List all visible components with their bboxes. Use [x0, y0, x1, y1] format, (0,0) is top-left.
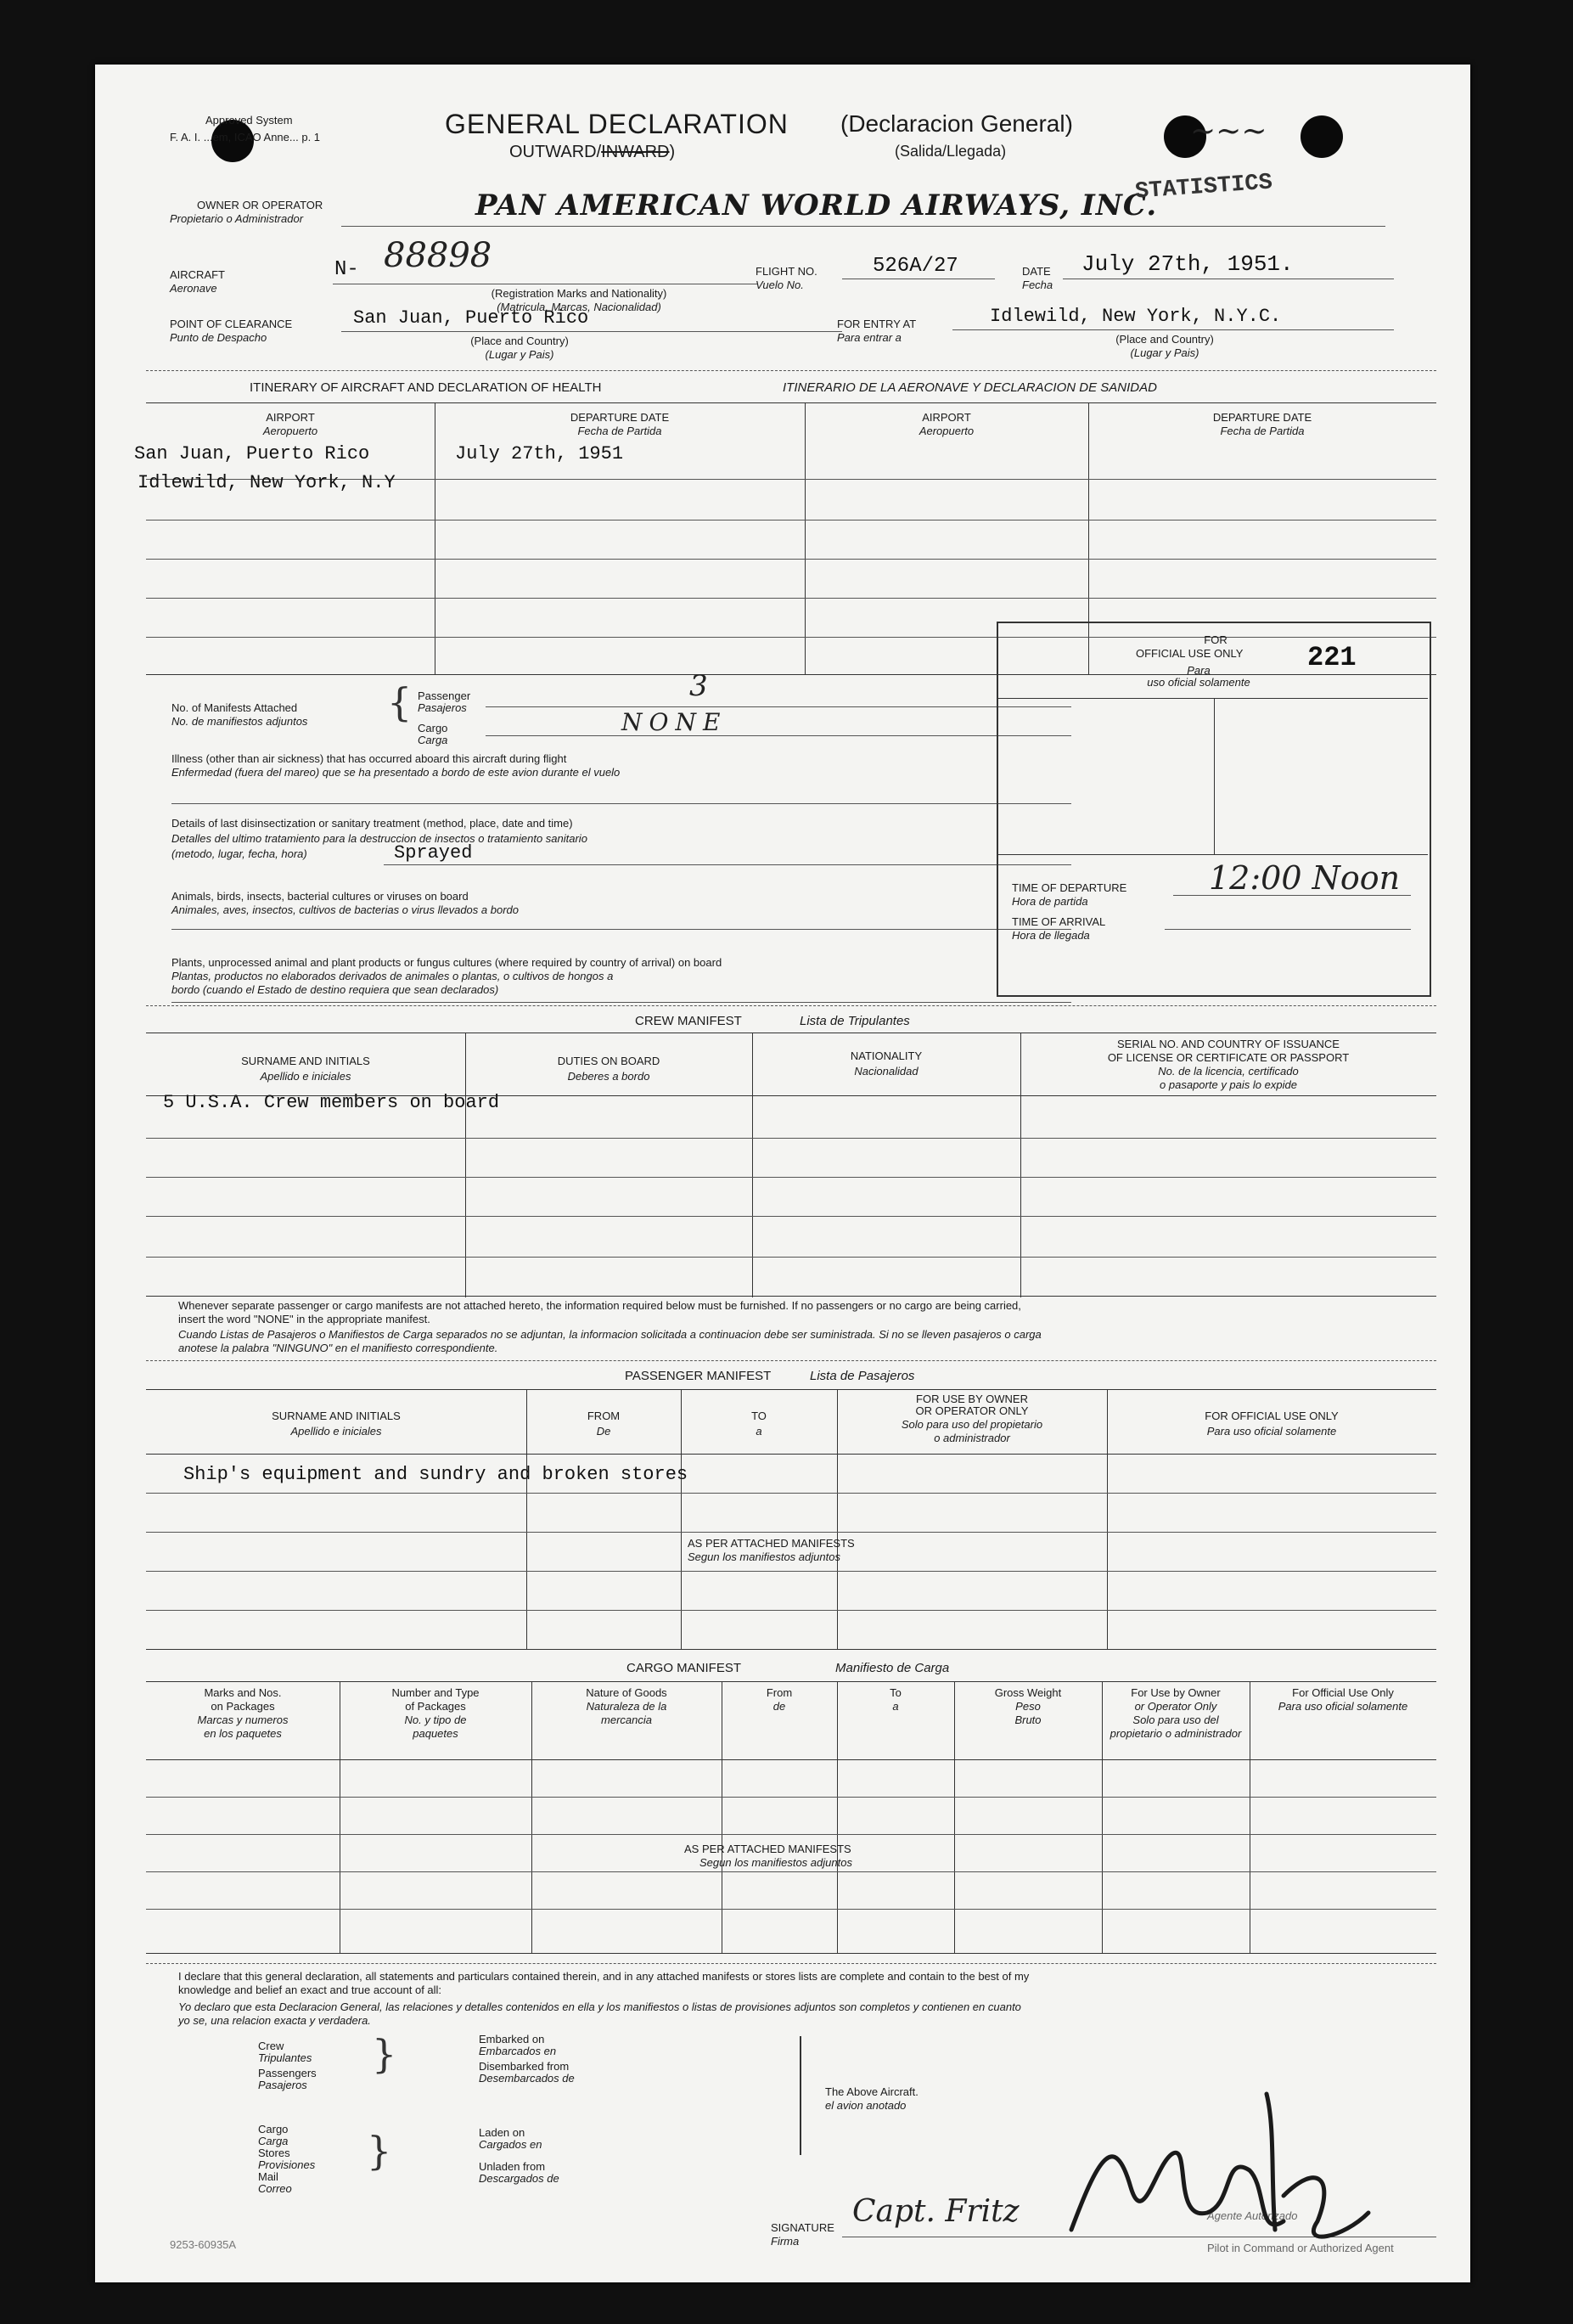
crew-col-duties: DUTIES ON BOARD [557, 1055, 660, 1067]
decl-line4: yo se, una relacion exacta y verdadera. [178, 2014, 371, 2027]
itin-col-departure-2: DEPARTURE DATE [1212, 411, 1312, 424]
decl-cargo-es: Carga [258, 2135, 289, 2147]
pax-attached: AS PER ATTACHED MANIFESTS [688, 1537, 855, 1550]
entry-label: FOR ENTRY AT [837, 318, 917, 330]
disinsect-label-es2: (metodo, lugar, fecha, hora) [171, 847, 307, 860]
crew-title: CREW MANIFEST [635, 1014, 742, 1028]
itin-col-departure-2-es: Fecha de Partida [1220, 425, 1305, 437]
itin-col-departure: DEPARTURE DATE [570, 411, 670, 424]
decl-aircraft-es: el avion anotado [825, 2099, 907, 2112]
time-dep-label-es: Hora de partida [1012, 895, 1088, 908]
official-number: 221 [1307, 642, 1357, 673]
cargo-col-5-l2: Peso [1015, 1700, 1041, 1713]
disinsect-label: Details of last disinsectization or sanitary treatment (method, place, date and time) [171, 817, 573, 830]
pax-col-owner-es2: o administrador [934, 1432, 1010, 1444]
notice-line3: Cuando Listas de Pasajeros o Manifiestos de Carga separados no se adjuntan, la informacion solicitada a continuacion debe ser suministrada. Si no se lleven pasajeros o carga [178, 1328, 1042, 1341]
clearance-sub2: (Lugar y Pais) [485, 348, 554, 361]
decl-embarked: Embarked on [479, 2033, 545, 2045]
signature-label: SIGNATURE [771, 2221, 834, 2234]
clearance-sub1: (Place and Country) [470, 335, 569, 347]
decl-stores: Stores [258, 2147, 290, 2159]
decl-unladen-es: Descargados de [479, 2172, 559, 2185]
manifests-label: No. of Manifests Attached [171, 701, 298, 714]
itinerary-title: ITINERARY OF AIRCRAFT AND DECLARATION OF HEALTH [250, 380, 602, 395]
plants-label-es: Plantas, productos no elaborados derivados de animales o plantas, o cultivos de hongos a [171, 970, 614, 982]
cargo-col-0-l1: Marks and Nos. [204, 1686, 282, 1699]
agent-label-2: Pilot in Command or Authorized Agent [1207, 2242, 1394, 2254]
cargo-col-4-l1: To [890, 1686, 902, 1699]
disinsect-label-es: Detalles del ultimo tratamiento para la destruccion de insectos o tratamiento sanitario [171, 832, 587, 845]
flight-number: 526A/27 [873, 255, 958, 278]
cargo-title: CARGO MANIFEST [626, 1661, 742, 1675]
aircraft-sub1: (Registration Marks and Nationality) [491, 287, 667, 300]
decl-line2: knowledge and belief an exact and true account of all: [178, 1984, 442, 1996]
pax-col-surname: SURNAME AND INITIALS [272, 1410, 401, 1422]
crew-col-surname-es: Apellido e iniciales [260, 1070, 351, 1083]
cargo-col-0-l4: en los paquetes [204, 1727, 282, 1740]
clearance-value: San Juan, Puerto Rico [353, 307, 589, 329]
decl-laden-es: Cargados en [479, 2138, 542, 2151]
date-label: DATE [1022, 265, 1051, 278]
time-dep-value: 12:00 Noon [1209, 859, 1401, 897]
cargo-label-es: Carga [418, 734, 448, 746]
approved-system-text: Approved System [205, 114, 293, 127]
aircraft-sub2: (Matricula, Marcas, Nacionalidad) [497, 301, 661, 313]
entry-sub1: (Place and Country) [1115, 333, 1214, 346]
pax-col-to-es: a [756, 1425, 762, 1438]
crew-col-duties-es: Deberes a bordo [567, 1070, 650, 1083]
approval-code: F. A. I. ...em, ICAO Anne... p. 1 [170, 131, 321, 143]
crew-col-serial-es2: o pasaporte y pais lo expide [1160, 1078, 1297, 1091]
owner-value: PAN AMERICAN WORLD AIRWAYS, INC. [475, 189, 1158, 222]
clearance-label-es: Punto de Despacho [170, 331, 267, 344]
time-dep-label: TIME OF DEPARTURE [1012, 881, 1127, 894]
general-declaration-form [95, 65, 1470, 2282]
date-label-es: Fecha [1022, 279, 1053, 291]
itinerary-title-es: ITINERARIO DE LA AERONAVE Y DECLARACION DE SANIDAD [783, 380, 1157, 395]
passenger-label: Passenger [418, 689, 471, 702]
itin-col-airport-2-es: Aeropuerto [919, 425, 975, 437]
disinsect-value: Sprayed [394, 842, 473, 864]
crew-col-serial-es1: No. de la licencia, certificado [1158, 1065, 1299, 1078]
flight-label-es: Vuelo No. [756, 279, 804, 291]
illness-label: Illness (other than air sickness) that has occurred aboard this aircraft during flight [171, 752, 567, 765]
cargo-col-1-l2: of Packages [405, 1700, 466, 1713]
decl-stores-es: Provisiones [258, 2158, 316, 2171]
signature-name: Capt. Fritz [852, 2194, 1020, 2229]
crew-title-es: Lista de Tripulantes [800, 1014, 910, 1028]
pax-attached-es: Segun los manifiestos adjuntos [688, 1550, 840, 1563]
cargo-attached: AS PER ATTACHED MANIFESTS [684, 1843, 851, 1855]
punch-hole [1301, 115, 1343, 158]
decl-mail-es: Correo [258, 2182, 292, 2195]
statistics-stamp: STATISTICS [1134, 170, 1273, 205]
decl-disembarked-es: Desembarcados de [479, 2072, 575, 2085]
notice-line2: insert the word "NONE" in the appropriate manifest. [178, 1313, 430, 1325]
outward-inward: OUTWARD/INWARD) [509, 143, 676, 161]
official-label-es1: Para [1187, 664, 1211, 677]
passenger-label-es: Pasajeros [418, 701, 467, 714]
brace: } [372, 2031, 397, 2077]
decl-aircraft: The Above Aircraft. [825, 2085, 919, 2098]
decl-crew: Crew [258, 2040, 284, 2052]
itin-row1-airport: San Juan, Puerto Rico [134, 443, 370, 464]
passenger-title: PASSENGER MANIFEST [625, 1369, 772, 1383]
cargo-col-6-l2: or Operator Only [1134, 1700, 1217, 1713]
crew-col-serial-2: OF LICENSE OR CERTIFICATE OR PASSPORT [1107, 1051, 1350, 1064]
date-value: July 27th, 1951. [1081, 251, 1294, 277]
animals-label: Animals, birds, insects, bacterial cultures or viruses on board [171, 890, 469, 903]
plants-label-es2: bordo (cuando el Estado de destino requiera que sean declarados) [171, 983, 499, 996]
decl-cargo: Cargo [258, 2123, 289, 2135]
pax-col-from-es: De [596, 1425, 611, 1438]
cargo-col-2-l3: mercancia [601, 1713, 652, 1726]
cargo-col-6-l4: propietario o administrador [1110, 1727, 1242, 1740]
illness-label-es: Enfermedad (fuera del mareo) que se ha presentado a bordo de este avion durante el vuelo [171, 766, 621, 779]
notice-line1: Whenever separate passenger or cargo manifests are not attached hereto, the information required below must be furnished. If no passengers or no cargo are being carried, [178, 1299, 1021, 1312]
itin-row2-airport: Idlewild, New York, N.Y [138, 472, 396, 493]
cargo-col-3-l2: de [772, 1700, 786, 1713]
cargo-col-3-l1: From [766, 1686, 793, 1699]
decl-passengers-es: Pasajeros [258, 2079, 307, 2091]
cargo-col-6-l1: For Use by Owner [1131, 1686, 1221, 1699]
pax-col-owner-2: OR OPERATOR ONLY [915, 1404, 1029, 1417]
pax-col-official: FOR OFFICIAL USE ONLY [1205, 1410, 1339, 1422]
pax-col-owner: FOR USE BY OWNER [916, 1393, 1028, 1405]
decl-embarked-es: Embarcados en [479, 2045, 557, 2057]
decl-unladen: Unladen from [479, 2160, 546, 2173]
decl-passengers: Passengers [258, 2067, 317, 2079]
entry-sub2: (Lugar y Pais) [1130, 346, 1199, 359]
manifests-label-es: No. de manifiestos adjuntos [171, 715, 308, 728]
passenger-title-es: Lista de Pasajeros [810, 1369, 915, 1383]
decl-laden: Laden on [479, 2126, 525, 2139]
decl-line1: I declare that this general declaration, all statements and particulars contained therein, and in any attached manifests or stores lists are complete and contain to the best of my [178, 1970, 1030, 1983]
notice-line4: anotese la palabra "NINGUNO" en el manifiesto correspondiente. [178, 1342, 498, 1354]
decl-crew-es: Tripulantes [258, 2051, 312, 2064]
cargo-col-2-l2: Naturaleza de la [586, 1700, 667, 1713]
crew-col-nationality-es: Nacionalidad [854, 1065, 919, 1078]
animals-label-es: Animales, aves, insectos, cultivos de bacterias o virus llevados a bordo [171, 903, 519, 916]
salida-llegada: (Salida/Llegada) [895, 143, 1007, 160]
signature-label-es: Firma [771, 2235, 800, 2248]
time-arr-label: TIME OF ARRIVAL [1012, 915, 1106, 928]
time-arr-label-es: Hora de llegada [1012, 929, 1090, 942]
plants-label: Plants, unprocessed animal and plant products or fungus cultures (where required by country of arrival) on board [171, 956, 722, 969]
brace: } [367, 2128, 392, 2174]
itin-col-departure-es: Fecha de Partida [577, 425, 662, 437]
cargo-label: Cargo [418, 722, 448, 734]
handwritten-signature [1063, 2060, 1402, 2264]
pax-col-from: FROM [587, 1410, 621, 1422]
cargo-col-4-l2: a [892, 1700, 899, 1713]
pax-col-official-es: Para uso oficial solamente [1206, 1425, 1337, 1438]
aircraft-number: 88898 [384, 236, 492, 275]
pax-col-owner-es1: Solo para uso del propietario [901, 1418, 1043, 1431]
cargo-col-7-l1: For Official Use Only [1292, 1686, 1394, 1699]
pax-col-surname-es: Apellido e iniciales [290, 1425, 382, 1438]
flight-label: FLIGHT NO. [756, 265, 817, 278]
aircraft-label: AIRCRAFT [170, 268, 225, 281]
entry-value: Idlewild, New York, N.Y.C. [990, 306, 1282, 327]
scribble-mark: ~~~ [1190, 114, 1267, 149]
entry-label-es: Para entrar a [837, 331, 902, 344]
crew-col-serial: SERIAL NO. AND COUNTRY OF ISSUANCE [1117, 1038, 1340, 1050]
passenger-count: 3 [689, 669, 708, 703]
cargo-col-1-l4: paquetes [413, 1727, 458, 1740]
aircraft-label-es: Aeronave [170, 282, 217, 295]
cargo-col-2-l1: Nature of Goods [586, 1686, 667, 1699]
cargo-col-1-l3: No. y tipo de [404, 1713, 467, 1726]
crew-entry: 5 U.S.A. Crew members on board [163, 1092, 500, 1113]
pax-col-to: TO [751, 1410, 767, 1422]
pax-entry: Ship's equipment and sundry and broken stores [183, 1464, 688, 1485]
decl-line3: Yo declaro que esta Declaracion General, las relaciones y detalles contenidos en ella y los manifiestos o listas de provisiones adjuntos son completos y contienen en cuanto [178, 2000, 1021, 2013]
itin-row1-date: July 27th, 1951 [455, 443, 624, 464]
cargo-none: NONE [621, 708, 728, 736]
official-label: OFFICIAL USE ONLY [1136, 647, 1244, 660]
itin-col-airport-2: AIRPORT [922, 411, 971, 424]
cargo-attached-es: Segun los manifiestos adjuntos [699, 1856, 852, 1869]
crew-col-surname: SURNAME AND INITIALS [241, 1055, 370, 1067]
owner-label-es: Propietario o Administrador [170, 212, 304, 225]
cargo-col-1-l1: Number and Type [391, 1686, 480, 1699]
form-title: GENERAL DECLARATION [445, 109, 789, 139]
form-title-es: (Declaracion General) [840, 110, 1073, 137]
clearance-label: POINT OF CLEARANCE [170, 318, 293, 330]
cargo-col-5-l3: Bruto [1014, 1713, 1042, 1726]
agent-label-1: Agente Autorizado [1207, 2209, 1298, 2222]
aircraft-prefix: N- [334, 258, 359, 281]
brace: { [387, 679, 413, 725]
itin-col-airport-es: Aeropuerto [262, 425, 318, 437]
cargo-col-0-l2: on Packages [211, 1700, 275, 1713]
cargo-col-7-l2: Para uso oficial solamente [1278, 1700, 1408, 1713]
crew-col-nationality: NATIONALITY [850, 1049, 923, 1062]
cargo-col-0-l3: Marcas y numeros [197, 1713, 289, 1726]
cargo-col-5-l1: Gross Weight [994, 1686, 1062, 1699]
form-number: 9253-60935A [170, 2238, 237, 2251]
official-label-es2: uso oficial solamente [1147, 676, 1250, 689]
decl-mail: Mail [258, 2170, 278, 2183]
decl-disembarked: Disembarked from [479, 2060, 570, 2073]
owner-label: OWNER OR OPERATOR [197, 199, 323, 211]
itin-col-airport: AIRPORT [266, 411, 315, 424]
cargo-col-6-l3: Solo para uso del [1132, 1713, 1219, 1726]
official-for: FOR [1204, 633, 1228, 646]
cargo-title-es: Manifiesto de Carga [835, 1661, 950, 1675]
